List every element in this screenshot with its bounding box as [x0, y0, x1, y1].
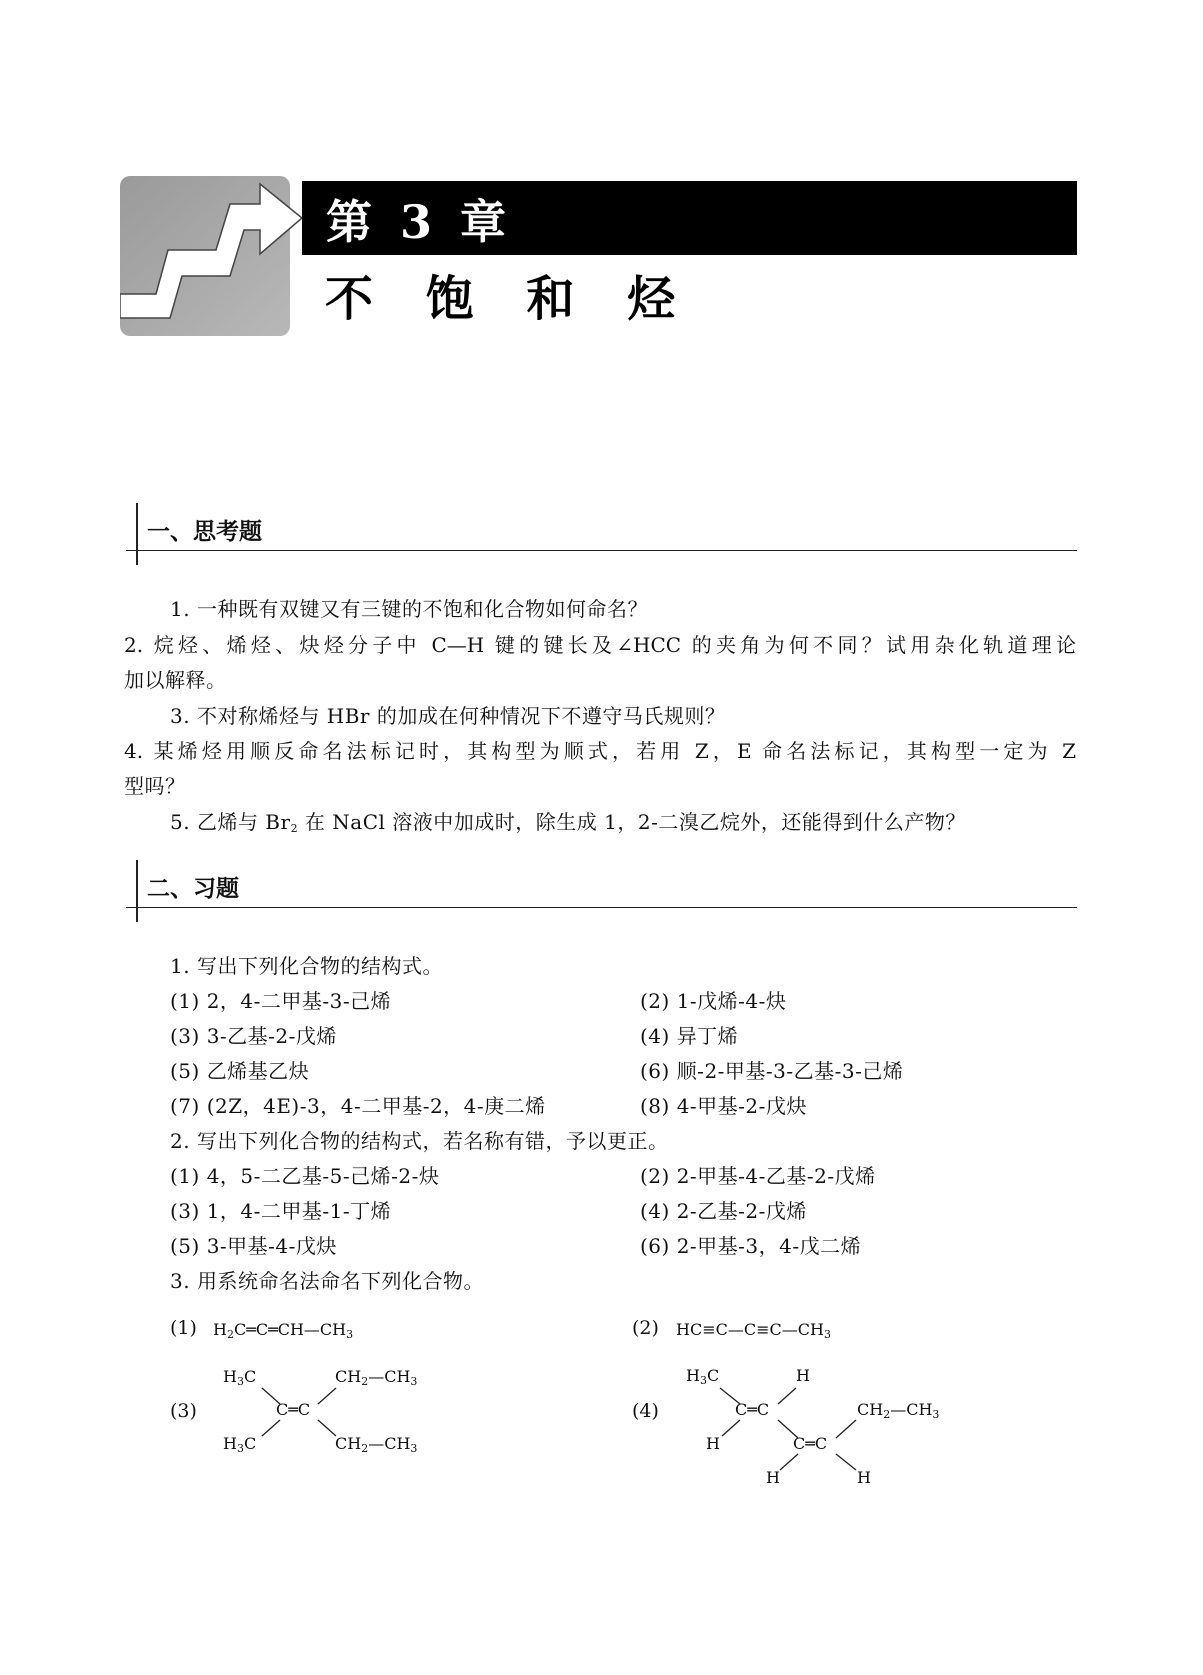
bond-line	[778, 1388, 796, 1404]
question-1: 1. 一种既有双键又有三键的不饱和化合物如何命名？	[170, 597, 648, 621]
section-title: 一、思考题	[147, 519, 262, 545]
exercise-1-item: (8) 4-甲基-2-戊炔	[640, 1094, 807, 1118]
section-title: 二、习题	[147, 876, 239, 902]
section-rule-vertical	[136, 503, 138, 565]
structure-4-h-top: H	[796, 1366, 810, 1385]
structure-4-double-bond-2: C═C	[793, 1434, 828, 1453]
exercise-1-item: (2) 1-戊烯-4-炔	[640, 989, 787, 1013]
exercise-1-item: (1) 2，4-二甲基-3-己烯	[170, 989, 392, 1013]
section-rule-horizontal	[126, 550, 1077, 551]
structure-label: (1)	[170, 1317, 197, 1339]
exercise-2-item: (5) 3-甲基-4-戊炔	[170, 1234, 337, 1258]
exercise-2-prompt: 2. 写出下列化合物的结构式，若名称有错，予以更正。	[170, 1129, 669, 1153]
exercise-2-item: (1) 4，5-二乙基-5-己烯-2-炔	[170, 1164, 440, 1188]
structure-label: (3)	[170, 1400, 197, 1422]
structure-4-h-bottom-right: H	[857, 1468, 871, 1487]
structure-3-ethyl-top: $CH_2—CH_3$	[335, 1367, 418, 1388]
structure-4-h-left: H	[706, 1434, 720, 1453]
question-4-line-1: 4. 某烯烃用顺反命名法标记时，其构型为顺式，若用 Z，E 命名法标记，其构型一定为 Z	[124, 739, 1076, 763]
section-rule-horizontal	[126, 907, 1077, 908]
chapter-number: 第 3 章	[326, 195, 513, 249]
structure-3-ethyl-bottom: $CH_2—CH_3$	[335, 1434, 418, 1455]
question-2-line-1: 2. 烷烃、烯烃、炔烃分子中 C—H 键的键长及∠HCC 的夹角为何不同？试用杂化轨道理论	[124, 633, 1076, 657]
structure-4-h-bottom-left: H	[766, 1468, 780, 1487]
question-5: 5. 乙烯与 $Br_2$ 在 NaCl 溶液中加成时，除生成 1，2-二溴乙烷外，还能得到什么产物？	[170, 810, 966, 835]
exercise-2-item: (6) 2-甲基-3，4-戊二烯	[640, 1234, 862, 1258]
structure-4-methyl: $H_3C$	[686, 1366, 720, 1387]
chapter-icon	[120, 176, 312, 358]
section-header-thinking	[0, 503, 1203, 565]
structure-3-methyl-bottom: $H_3C$	[223, 1434, 257, 1455]
exercise-2-item: (4) 2-乙基-2-戊烯	[640, 1199, 807, 1223]
exercise-1-item: (3) 3-乙基-2-戊烯	[170, 1024, 337, 1048]
chapter-title: 不 饱 和 烃	[325, 271, 694, 327]
question-4-line-2: 型吗？	[124, 774, 186, 798]
exercise-2-item: (2) 2-甲基-4-乙基-2-戊烯	[640, 1164, 876, 1188]
bond-line	[318, 1388, 336, 1404]
bond-line	[722, 1420, 740, 1436]
bond-line	[318, 1420, 336, 1436]
structure-4-double-bond-1: C═C	[735, 1400, 770, 1419]
structure-label: (4)	[632, 1400, 659, 1422]
structure-3-double-bond: C═C	[276, 1400, 311, 1419]
exercise-1-prompt: 1. 写出下列化合物的结构式。	[170, 954, 443, 978]
bond-line	[836, 1420, 856, 1438]
exercise-3-prompt: 3. 用系统命名法命名下列化合物。	[170, 1269, 484, 1293]
structure-2-formula: $HC\equiv C—C\equiv C—CH_3$	[676, 1320, 831, 1341]
bond-line	[836, 1454, 856, 1470]
exercise-1-item: (5) 乙烯基乙炔	[170, 1059, 310, 1083]
bond-line	[262, 1420, 280, 1436]
exercise-2-item: (3) 1，4-二甲基-1-丁烯	[170, 1199, 392, 1223]
exercise-1-item: (4) 异丁烯	[640, 1024, 739, 1048]
exercise-1-item: (6) 顺-2-甲基-3-乙基-3-己烯	[640, 1059, 904, 1083]
structure-1-formula: $H_2C═C═CH—CH_3$	[213, 1320, 354, 1341]
structure-3-methyl-top: $H_3C$	[223, 1367, 257, 1388]
question-2-line-2: 加以解释。	[124, 668, 227, 692]
exercise-1-item: (7) (2Z，4E)-3，4-二甲基-2，4-庚二烯	[170, 1094, 546, 1118]
section-header-exercises	[0, 860, 1203, 922]
structure-4-ethyl: $CH_2—CH_3$	[857, 1400, 940, 1421]
question-3: 3. 不对称烯烃与 HBr 的加成在何种情况下不遵守马氏规则？	[170, 704, 726, 728]
structure-label: (2)	[632, 1317, 659, 1339]
bond-line	[780, 1454, 798, 1470]
section-rule-vertical	[136, 860, 138, 922]
